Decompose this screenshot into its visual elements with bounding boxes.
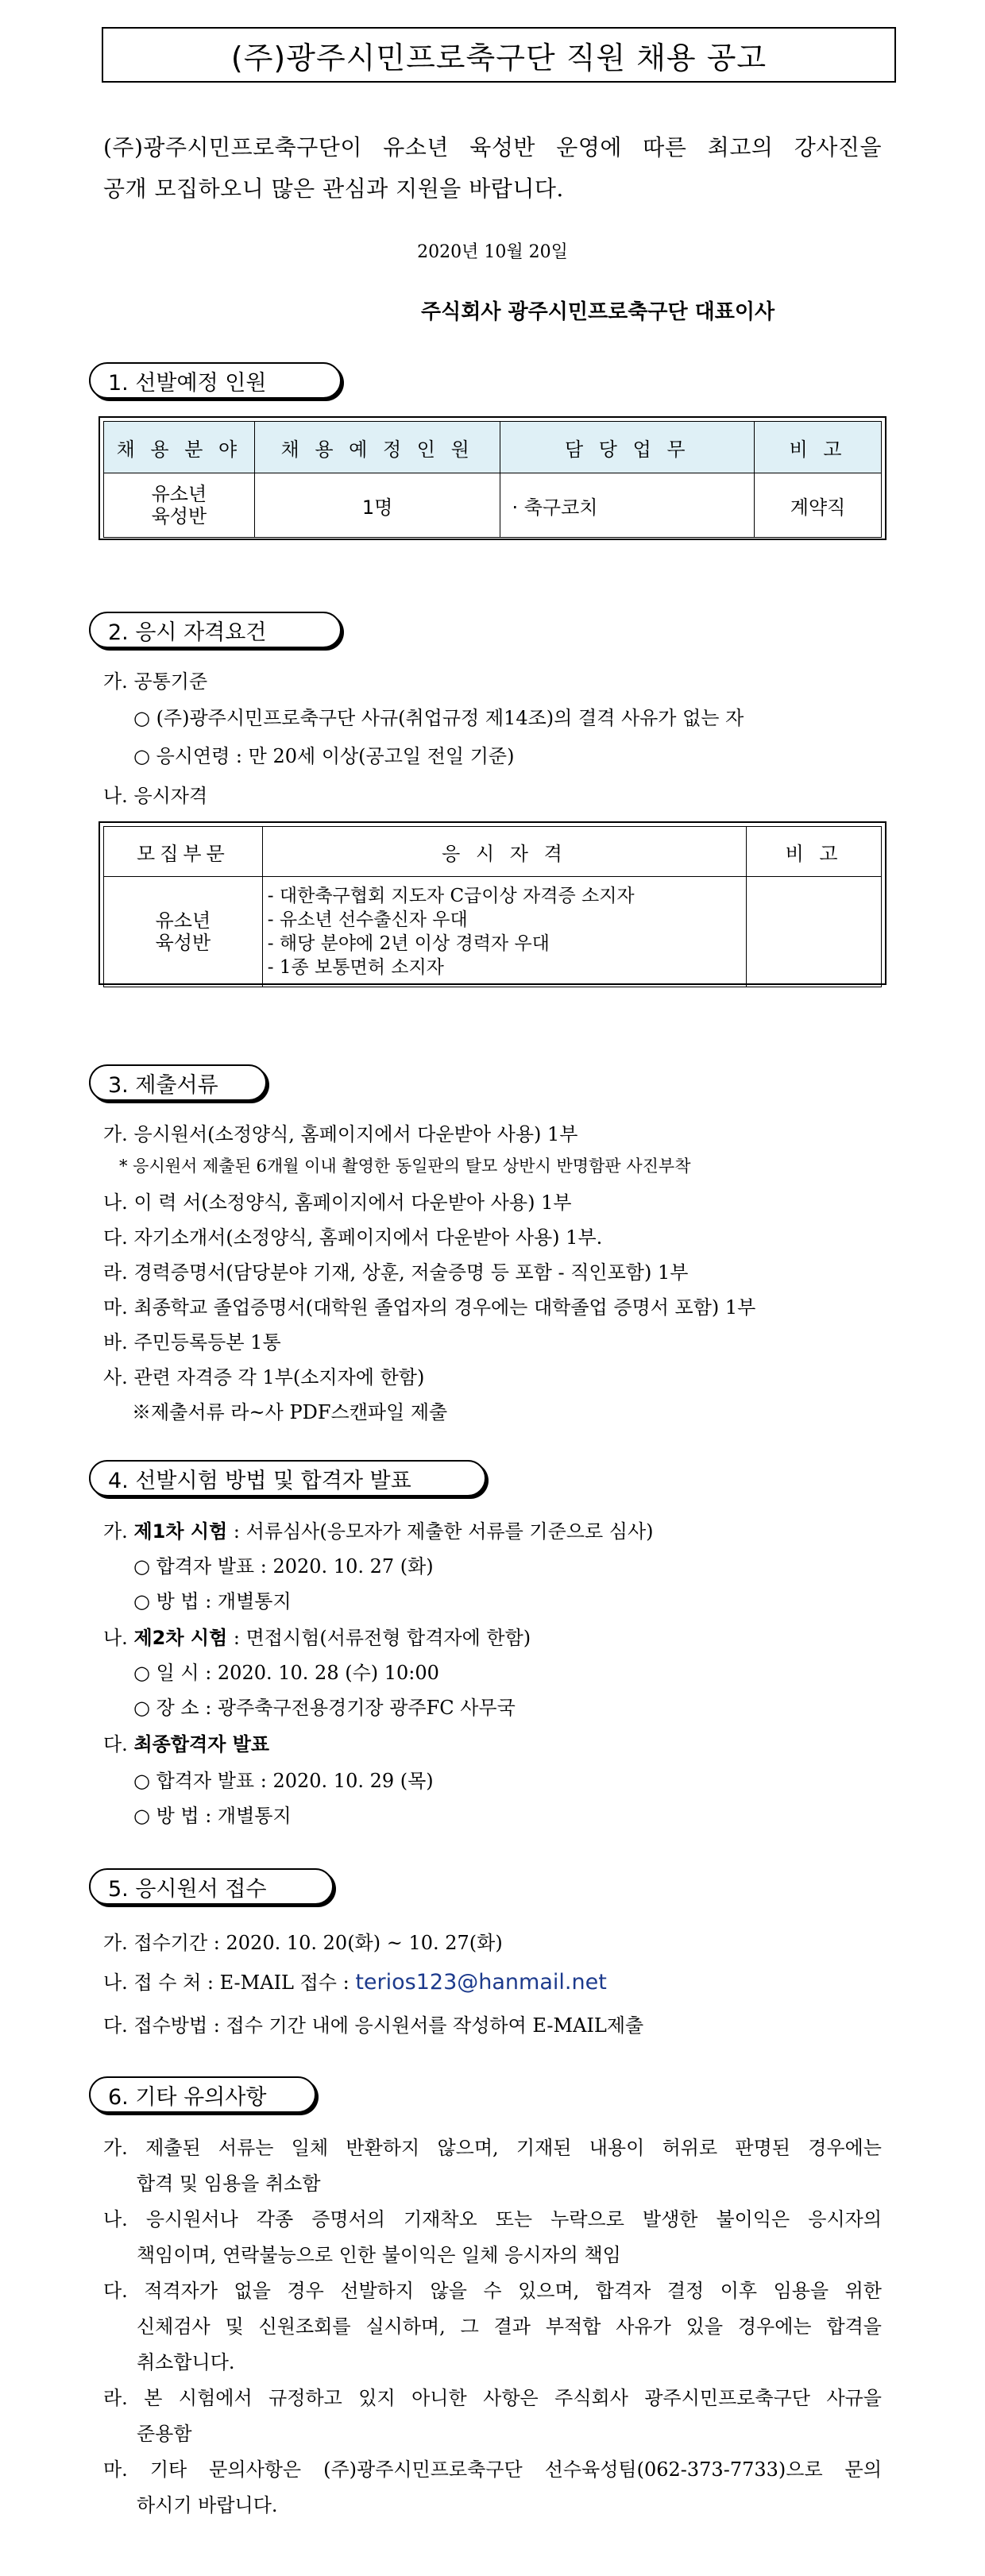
final-line	[103, 1728, 269, 1756]
final-announce: ○ 합격자 발표 : 2020. 10. 29 (목)	[133, 1770, 434, 1792]
section-1-heading: 1. 선발예정 인원	[89, 362, 342, 399]
doc-item-7: 사. 관련 자격증 각 1부(소지자에 한함)	[103, 1366, 425, 1388]
final-prefix: 다.	[103, 1733, 134, 1755]
round-1-desc: : 서류심사(응모자가 제출한 서류를 기준으로 심사)	[227, 1520, 654, 1543]
round-1-method: ○ 방 법 : 개별통지	[133, 1590, 292, 1612]
cell-quals	[262, 877, 746, 987]
round-2-title: 제2차 시험	[133, 1627, 228, 1649]
cell-dept	[104, 877, 263, 987]
apply-period: 가. 접수기간 : 2020. 10. 20(화) ~ 10. 27(화)	[103, 1932, 503, 1954]
cell-field	[104, 473, 255, 538]
table-row	[104, 473, 882, 538]
doc-item-4: 라. 경력증명서(담당분야 기재, 상훈, 저술증명 등 포함 - 직인포함) 1부	[103, 1261, 689, 1284]
header-dept: 모집부문	[104, 827, 263, 877]
section-2-heading: 2. 응시 자격요건	[89, 612, 342, 648]
header-quals: 응 시 자 격	[262, 827, 746, 877]
final-method: ○ 방 법 : 개별통지	[133, 1805, 292, 1827]
section-5-heading: 5. 응시원서 접수	[89, 1868, 334, 1905]
round-2-datetime: ○ 일 시 : 2020. 10. 28 (수) 10:00	[133, 1662, 439, 1684]
round-1-prefix: 가.	[103, 1520, 134, 1543]
qualification-label: 나. 응시자격	[103, 785, 208, 807]
doc-item-2: 나. 이 력 서(소정양식, 홈페이지에서 다운받아 사용) 1부	[103, 1191, 572, 1214]
notice-date: 2020년 10월 20일	[417, 242, 568, 262]
recruit-table	[103, 421, 882, 538]
note-a-line-1: 가. 제출된 서류는 일체 반환하지 않으며, 기재된 내용이 허위로 판명된 경우에는	[103, 2137, 882, 2159]
header-note: 비 고	[755, 422, 882, 473]
intro-line-2: 공개 모집하오니 많은 관심과 지원을 바랍니다.	[103, 176, 564, 202]
cell-note: 계약직	[755, 473, 882, 538]
cell-count: 1명	[254, 473, 500, 538]
round-1-line	[103, 1516, 654, 1543]
note-c-line-1: 다. 적격자가 없을 경우 선발하지 않을 수 있으며, 합격자 결정 이후 임용을 위한	[103, 2280, 882, 2302]
cell-note	[747, 877, 882, 987]
signer: 주식회사 광주시민프로축구단 대표이사	[421, 300, 775, 324]
section-6-heading: 6. 기타 유의사항	[89, 2076, 316, 2113]
doc-item-6: 바. 주민등록등본 1통	[103, 1331, 281, 1354]
field-line-1: 유소년	[151, 483, 207, 505]
header-note: 비 고	[747, 827, 882, 877]
note-e-line-1: 마. 기타 문의사항은 (주)광주시민프로축구단 선수육성팀(062-373-7733)으로 문의	[103, 2458, 882, 2481]
dept-line-1: 유소년	[155, 910, 211, 932]
note-c-line-2: 신체검사 및 신원조회를 실시하며, 그 결과 부적합 사유가 있을 경우에는 합격을	[137, 2315, 882, 2338]
round-2-place: ○ 장 소 : 광주축구전용경기장 광주FC 사무국	[133, 1697, 516, 1719]
qual-item-2: - 유소년 선수출신자 우대	[267, 910, 468, 930]
apply-place	[103, 1967, 607, 1995]
note-c-line-3: 취소합니다.	[137, 2351, 235, 2373]
note-b-line-1: 나. 응시원서나 각종 증명서의 기재착오 또는 누락으로 발생한 불이익은 응시자의	[103, 2208, 882, 2230]
header-count: 채 용 예 정 인 원	[254, 422, 500, 473]
note-b-line-2: 책임이며, 연락불능으로 인한 불이익은 일체 응시자의 책임	[137, 2244, 621, 2266]
note-e-line-2: 하시기 바랍니다.	[137, 2494, 278, 2516]
qualification-table	[103, 826, 882, 987]
apply-place-prefix: 나. 접 수 처 : E-MAIL 접수 :	[103, 1972, 356, 1994]
notes-block	[103, 2130, 882, 2524]
section-3-heading: 3. 제출서류	[89, 1064, 267, 1101]
note-d-line-2: 준용함	[137, 2423, 192, 2445]
qual-item-3: - 해당 분야에 2년 이상 경력자 우대	[267, 933, 550, 954]
round-1-announce: ○ 합격자 발표 : 2020. 10. 27 (화)	[133, 1555, 434, 1578]
criteria-item-1: ○ (주)광주시민프로축구단 사규(취업규정 제14조)의 결격 사유가 없는 자	[133, 707, 744, 729]
dept-line-2: 육성반	[155, 932, 211, 954]
header-duty: 담 당 업 무	[500, 422, 755, 473]
qual-item-4: - 1종 보통면허 소지자	[267, 957, 444, 978]
table-row	[104, 877, 882, 987]
intro-line-1: (주)광주시민프로축구단이 유소년 육성반 운영에 따른 최고의 강사진을	[103, 134, 882, 160]
criteria-item-2: ○ 응시연령 : 만 20세 이상(공고일 전일 기준)	[133, 745, 515, 767]
section-4-heading: 4. 선발시험 방법 및 합격자 발표	[89, 1460, 486, 1497]
round-2-line	[103, 1622, 531, 1650]
round-2-desc: : 면접시험(서류전형 합격자에 한함)	[227, 1627, 531, 1649]
apply-method: 다. 접수방법 : 접수 기간 내에 응시원서를 작성하여 E-MAIL제출	[103, 2014, 644, 2037]
doc-item-3: 다. 자기소개서(소정양식, 홈페이지에서 다운받아 사용) 1부.	[103, 1226, 603, 1249]
note-d-line-1: 라. 본 시험에서 규정하고 있지 아니한 사항은 주식회사 광주시민프로축구단 사규을	[103, 2387, 882, 2409]
qual-item-1: - 대한축구협회 지도자 C급이상 자격증 소지자	[267, 886, 635, 906]
round-1-title: 제1차 시험	[133, 1520, 228, 1543]
final-title: 최종합격자 발표	[133, 1733, 270, 1755]
doc-item-1: 가. 응시원서(소정양식, 홈페이지에서 다운받아 사용) 1부	[103, 1123, 578, 1145]
common-criteria: 가. 공통기준	[103, 670, 208, 693]
note-a-line-2: 합격 및 임용을 취소함	[137, 2172, 321, 2195]
doc-item-5: 마. 최종학교 졸업증명서(대학원 졸업자의 경우에는 대학졸업 증명서 포함) 1부	[103, 1296, 756, 1319]
round-2-prefix: 나.	[103, 1627, 134, 1649]
cell-duty: · 축구코치	[500, 473, 755, 538]
field-line-2: 육성반	[151, 505, 207, 527]
apply-email[interactable]: terios123@hanmail.net	[355, 1970, 607, 1995]
doc-note-pdf: ※제출서류 라~사 PDF스캔파일 제출	[132, 1401, 448, 1423]
intro-text	[103, 127, 882, 210]
page-title: (주)광주시민프로축구단 직원 채용 공고	[102, 27, 896, 83]
header-field: 채 용 분 야	[104, 422, 255, 473]
doc-note-photo: * 응시원서 제출된 6개월 이내 촬영한 동일판의 탈모 상반시 반명함판 사진부착	[119, 1157, 691, 1176]
